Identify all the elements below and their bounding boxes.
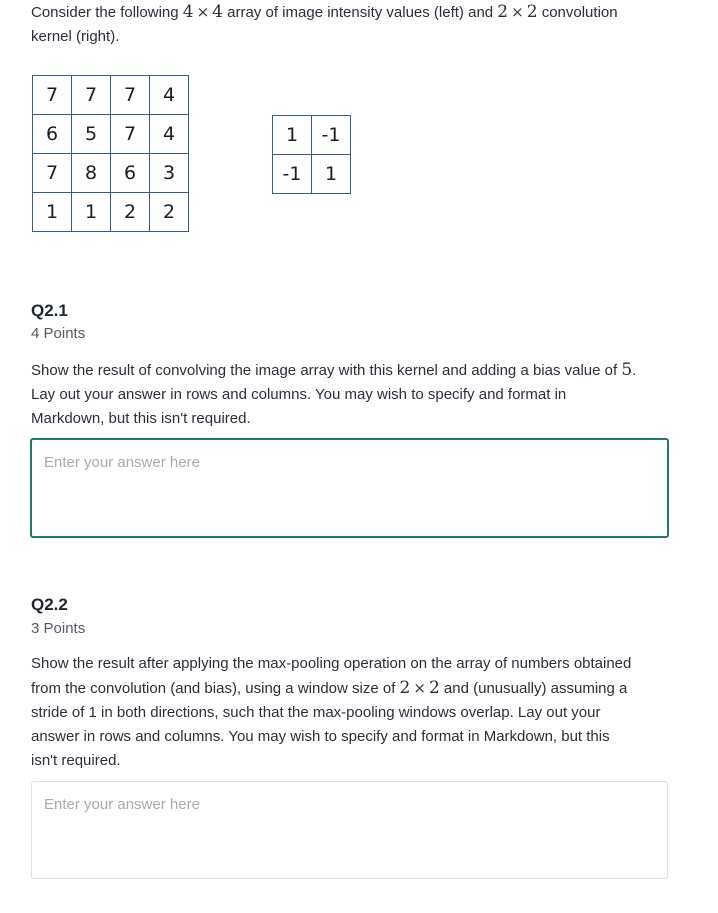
math-window-2: 2	[399, 678, 411, 698]
image-array-cell: 1	[33, 193, 72, 232]
image-array-cell: 7	[111, 76, 150, 115]
q1-points: 4 Points	[31, 325, 86, 342]
image-array-cell: 4	[150, 115, 189, 154]
image-array-cell: 6	[33, 115, 72, 154]
q1-prompt-line-2: Lay out your answer in rows and columns. You may wish to specify and format in	[31, 386, 567, 403]
q2-prompt-line-4: answer in rows and columns. You may wish to specify and format in Markdown, but this	[31, 728, 610, 745]
q2-prompt-line-1: Show the result after applying the max-pooling operation on the array of numbers obtained	[31, 655, 632, 672]
image-array-cell: 8	[72, 154, 111, 193]
q2-prompt-line-5: isn't required.	[31, 752, 121, 769]
image-array-cell: 3	[150, 154, 189, 193]
intro-text	[31, 0, 691, 49]
math-dim-4b: 4	[212, 2, 223, 22]
kernel-cell: 1	[273, 116, 312, 155]
q1-prompt	[31, 358, 701, 431]
math-bias-value: 5	[621, 360, 633, 380]
math-times-2: ×	[511, 3, 524, 21]
image-array-row	[33, 115, 189, 154]
q2-answer-input[interactable]	[31, 781, 668, 879]
q1-answer-input[interactable]	[30, 438, 669, 538]
image-array-cell: 7	[33, 154, 72, 193]
image-array-cell: 4	[150, 76, 189, 115]
kernel-row	[273, 155, 351, 194]
image-array-cell: 2	[111, 193, 150, 232]
q1-title: Q2.1	[31, 301, 68, 320]
math-dim-2b: 2	[526, 2, 538, 22]
q2-prompt-line-3: stride of 1 in both directions, such that the max-pooling windows overlap. Lay out your	[31, 704, 601, 721]
image-array-cell: 5	[72, 115, 111, 154]
q2-title: Q2.2	[31, 595, 68, 614]
math-window-2b: 2	[428, 678, 440, 698]
math-dim-2: 2	[497, 2, 509, 22]
image-array-cell: 7	[111, 115, 150, 154]
image-array-cell: 7	[33, 76, 72, 115]
intro-line-1: Consider the following 4 × 4 array of image intensity values (left) and 2 × 2 convolution	[31, 2, 618, 22]
image-array-cell: 6	[111, 154, 150, 193]
math-dim-4: 4	[182, 2, 194, 22]
q2-prompt-line-2: from the convolution (and bias), using a window size of 2 × 2 and (unusually) assuming a	[31, 678, 628, 698]
image-array-row	[33, 76, 189, 115]
image-array-cell: 2	[150, 193, 189, 232]
q2-points: 3 Points	[31, 620, 86, 637]
kernel-cell: 1	[312, 155, 351, 194]
image-array-row	[33, 193, 189, 232]
math-times: ×	[196, 3, 210, 21]
image-array-row	[33, 154, 189, 193]
math-times-3: ×	[413, 679, 426, 697]
intro-line-2: kernel (right).	[31, 28, 120, 45]
q1-prompt-line-1: Show the result of convolving the image array with this kernel and adding a bias value of 5.	[31, 360, 637, 380]
image-array-table	[32, 75, 189, 232]
kernel-cell: -1	[312, 116, 351, 155]
kernel-row	[273, 116, 351, 155]
image-array-cell: 7	[72, 76, 111, 115]
kernel-cell: -1	[273, 155, 312, 194]
kernel-table	[272, 115, 351, 194]
image-array-cell: 1	[72, 193, 111, 232]
q1-prompt-line-3: Markdown, but this isn't required.	[31, 410, 251, 427]
q2-prompt	[31, 652, 701, 773]
